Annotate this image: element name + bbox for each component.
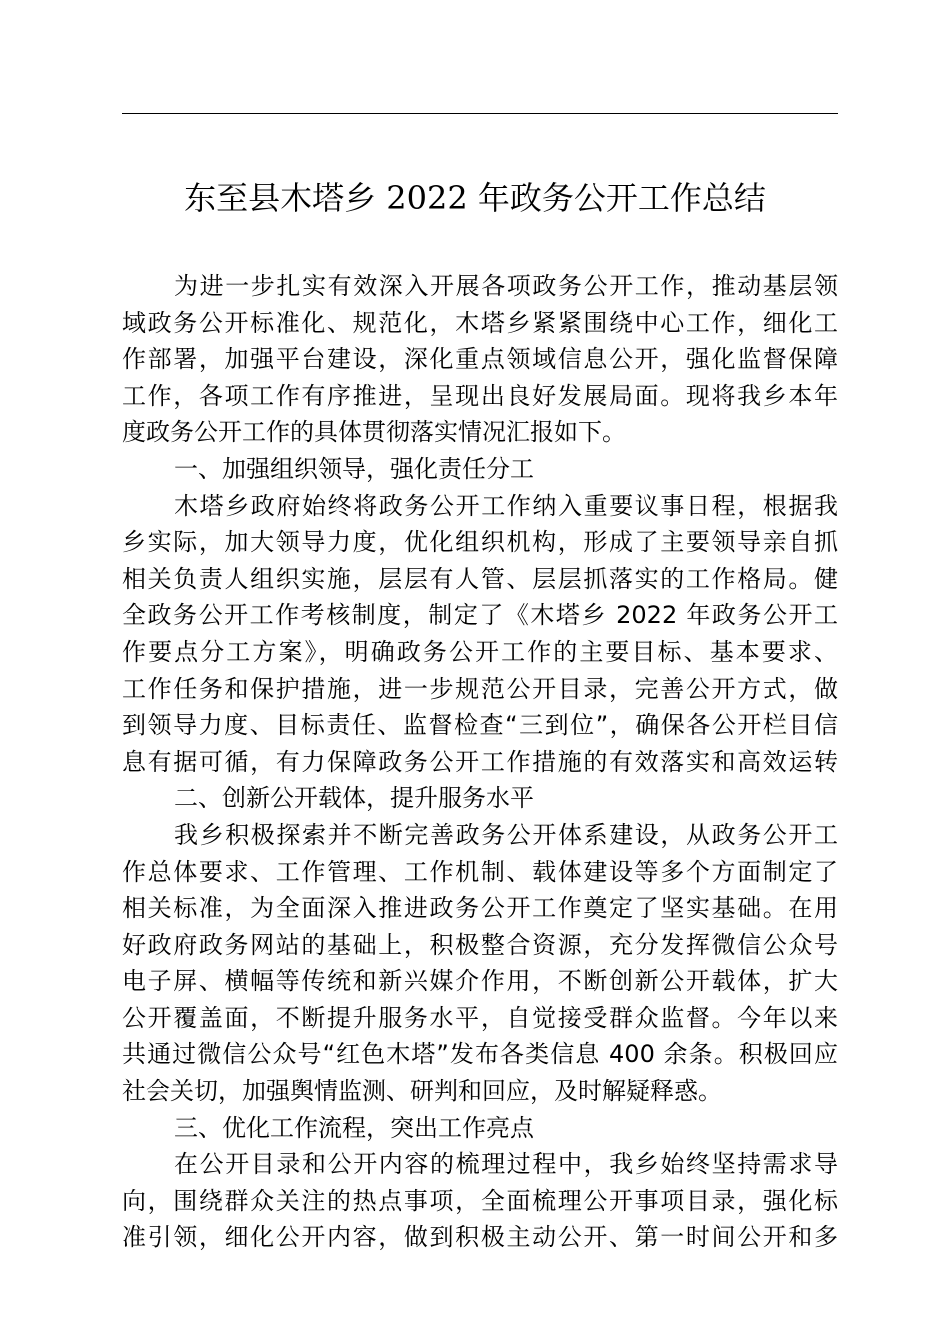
paragraph-line: 公开覆盖面，不断提升服务水平，自觉接受群众监督。今年以来 <box>122 1003 838 1032</box>
paragraph-first-line: 一、加强组织领导，强化责任分工 <box>174 454 534 483</box>
paragraph-line: 工作任务和保护措施，进一步规范公开目录，完善公开方式，做 <box>122 674 838 703</box>
paragraph-line: 作要点分工方案》，明确政务公开工作的主要目标、基本要求、 <box>122 637 838 666</box>
paragraph-line: 好政府政务网站的基础上，积极整合资源，充分发挥微信公众号 <box>122 930 838 959</box>
document-body <box>122 268 838 1256</box>
paragraph-first-line: 三、优化工作流程，突出工作亮点 <box>174 1113 534 1142</box>
paragraph-line: 社会关切，加强舆情监测、研判和回应，及时解疑释惑。 <box>122 1077 722 1106</box>
header-rule <box>122 113 838 114</box>
paragraph-first-line: 在公开目录和公开内容的梳理过程中，我乡始终坚持需求导 <box>174 1150 838 1179</box>
paragraph-line: 度政务公开工作的具体贯彻落实情况汇报如下。 <box>122 418 626 447</box>
paragraph-line: 相关标准，为全面深入推进政务公开工作奠定了坚实基础。在用 <box>122 894 838 923</box>
paragraph-line: 全政务公开工作考核制度，制定了《木塔乡 2022 年政务公开工 <box>122 601 838 630</box>
paragraph-line: 息有据可循，有力保障政务公开工作措施的有效落实和高效运转 <box>122 747 838 776</box>
paragraph-line: 作部署，加强平台建设，深化重点领域信息公开，强化监督保障 <box>122 345 838 374</box>
paragraph-line: 工作，各项工作有序推进，呈现出良好发展局面。现将我乡本年 <box>122 381 838 410</box>
paragraph-first-line: 木塔乡政府始终将政务公开工作纳入重要议事日程，根据我 <box>174 491 838 520</box>
paragraph-line: 作总体要求、工作管理、工作机制、载体建设等多个方面制定了 <box>122 857 838 886</box>
paragraph-line: 到领导力度、目标责任、监督检查“三到位”，确保各公开栏目信 <box>122 711 838 740</box>
paragraph-line: 电子屏、横幅等传统和新兴媒介作用，不断创新公开载体，扩大 <box>122 967 838 996</box>
paragraph-line: 共通过微信公众号“红色木塔”发布各类信息 400 余条。积极回应 <box>122 1040 838 1069</box>
paragraph-line: 乡实际，加大领导力度，优化组织机构，形成了主要领导亲自抓 <box>122 528 838 557</box>
paragraph-first-line: 二、创新公开载体，提升服务水平 <box>174 784 534 813</box>
paragraph-line: 向，围绕群众关注的热点事项，全面梳理公开事项目录，强化标 <box>122 1186 838 1215</box>
paragraph-first-line: 为进一步扎实有效深入开展各项政务公开工作，推动基层领 <box>174 272 838 300</box>
paragraph-line: 准引领，细化公开内容，做到积极主动公开、第一时间公开和多 <box>122 1223 838 1252</box>
paragraph-first-line: 我乡积极探索并不断完善政务公开体系建设，从政务公开工 <box>174 820 838 849</box>
paragraph-line: 域政务公开标准化、规范化，木塔乡紧紧围绕中心工作，细化工 <box>122 308 838 337</box>
paragraph-line: 相关负责人组织实施，层层有人管、层层抓落实的工作格局。健 <box>122 564 838 593</box>
document-title: 东至县木塔乡 2022 年政务公开工作总结 <box>184 179 766 217</box>
